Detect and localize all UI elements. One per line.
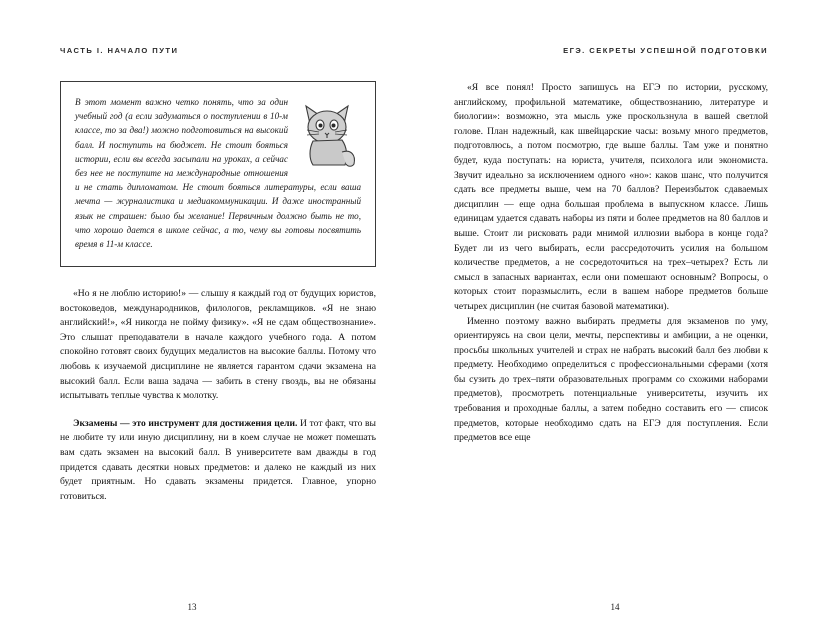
right-page — [410, 0, 820, 636]
highlight-rest: И тот факт, что вы не любите ту или иную дисциплину, ни в коем случае не может помешать вам сдать экзамен на высокий балл. В университете вам дважды в год придется сдавать десятки новых предметов: и далеко не каждый из них будет приятным. Но сдавать экзамены придется. Главное, упорно готовиться. — [60, 417, 376, 502]
highlight-lead: Экзамены — это инструмент для достижения цели. — [73, 417, 298, 429]
right-paragraph-2: Именно поэтому важно выбирать предметы для экзаменов по уму, ориентируясь на свои цели, мечты, перспективы и амбиции, а не оценки, просьбы школьных учителей и страх не набрать высокий балл без любви к предмету. Необходимо определиться с профессиональными сферами (хотя бы сузить до трех–пяти образовательных программ со схожими наборами предметов), просмотреть потенциальные университеты, изучить их требования и проходные баллы, а затем победно составить его — список предметов, которые необходимо сдать на ЕГЭ для поступления. Если предметов все еще — [454, 315, 768, 444]
right-folio: 14 — [610, 602, 620, 612]
cat-illustration-icon — [295, 97, 361, 169]
left-paragraph-1: «Но я не люблю историю!» — слышу я каждый год от будущих юристов, востоковедов, международников, филологов, рекламщиков. «Я не знаю английский!», «Я никогда не пойму физику». «Я не сдам обществознание». Это слышат преподаватели в начале каждого учебного года. А потом спокойно готовят своих будущих медалистов на высокие баллы. Потому что любовь к изучаемой дисциплине не является гарантом сдачи экзамена на высокий балл. Если ваша задача — забить в стену гвоздь, вы не обязаны испытывать теплые чувства к молотку. — [60, 288, 376, 402]
left-folio: 13 — [187, 602, 197, 612]
left-highlight-paragraph — [60, 417, 376, 505]
callout-text: В этот момент важно четко понять, что за один учебный год (а если задуматься о поступлении в 10-м классе, то за два!) можно подготовиться на высокий балл. И поступить на бюджет. Не стоит бояться истории, если вы всегда засыпали на уроках, а сейчас без нее не поступите на международные отношения и не стать дипломатом. Не стоит бояться литературы, если ваша мечта — журналистика и медиакоммуникации. И даже иностранный язык не страшен: было бы желание! Первичным должно быть не то, что хорошо дается в школе сейчас, а то, чему вы готовы посвятить время в 11-м классе. — [75, 97, 361, 250]
right-paragraph-1: «Я все понял! Просто запишусь на ЕГЭ по истории, русскому, английскому, профильной математике, обществознанию, литературе и биологии»: возможно, эта мысль уже проскользнула в вашей светлой голове. План надежный, как швейцарские часы: возьму много предметов, подготовлюсь, а потом посмотрю, где выше баллы. Там уже и понятно будет, куда поступать: на юриста, учителя, психолога или экономиста. Звучит идеально за исключением одного «но»: каков шанс, что получится сдать все предметы выше, чем на 70 баллов? Переизбыток сдаваемых дисциплин — еще одна большая проблема в выпускном классе. Лишь единицам удается сдавать наборы из пяти и более предметов на 80 баллов и выше. Стоит ли рисковать ради мнимой иллюзии выбора в конце года? Будет ли из чего выбирать, если рассредоточить усилия на большом количестве предметов, а не сосредоточиться на трех–четырех? Есть ли смысл в запасных вариантах, если они помешают основным? Вопросы, о которых стоит поразмыслить, если в вашем наборе предметов больше четырех дисциплин (не считая базовой математики). — [454, 82, 768, 312]
callout-box — [60, 81, 376, 267]
right-running-head: ЕГЭ. СЕКРЕТЫ УСПЕШНОЙ ПОДГОТОВКИ — [563, 46, 768, 55]
paragraph-spacer — [60, 404, 376, 417]
left-running-head: ЧАСТЬ I. НАЧАЛО ПУТИ — [60, 46, 179, 55]
